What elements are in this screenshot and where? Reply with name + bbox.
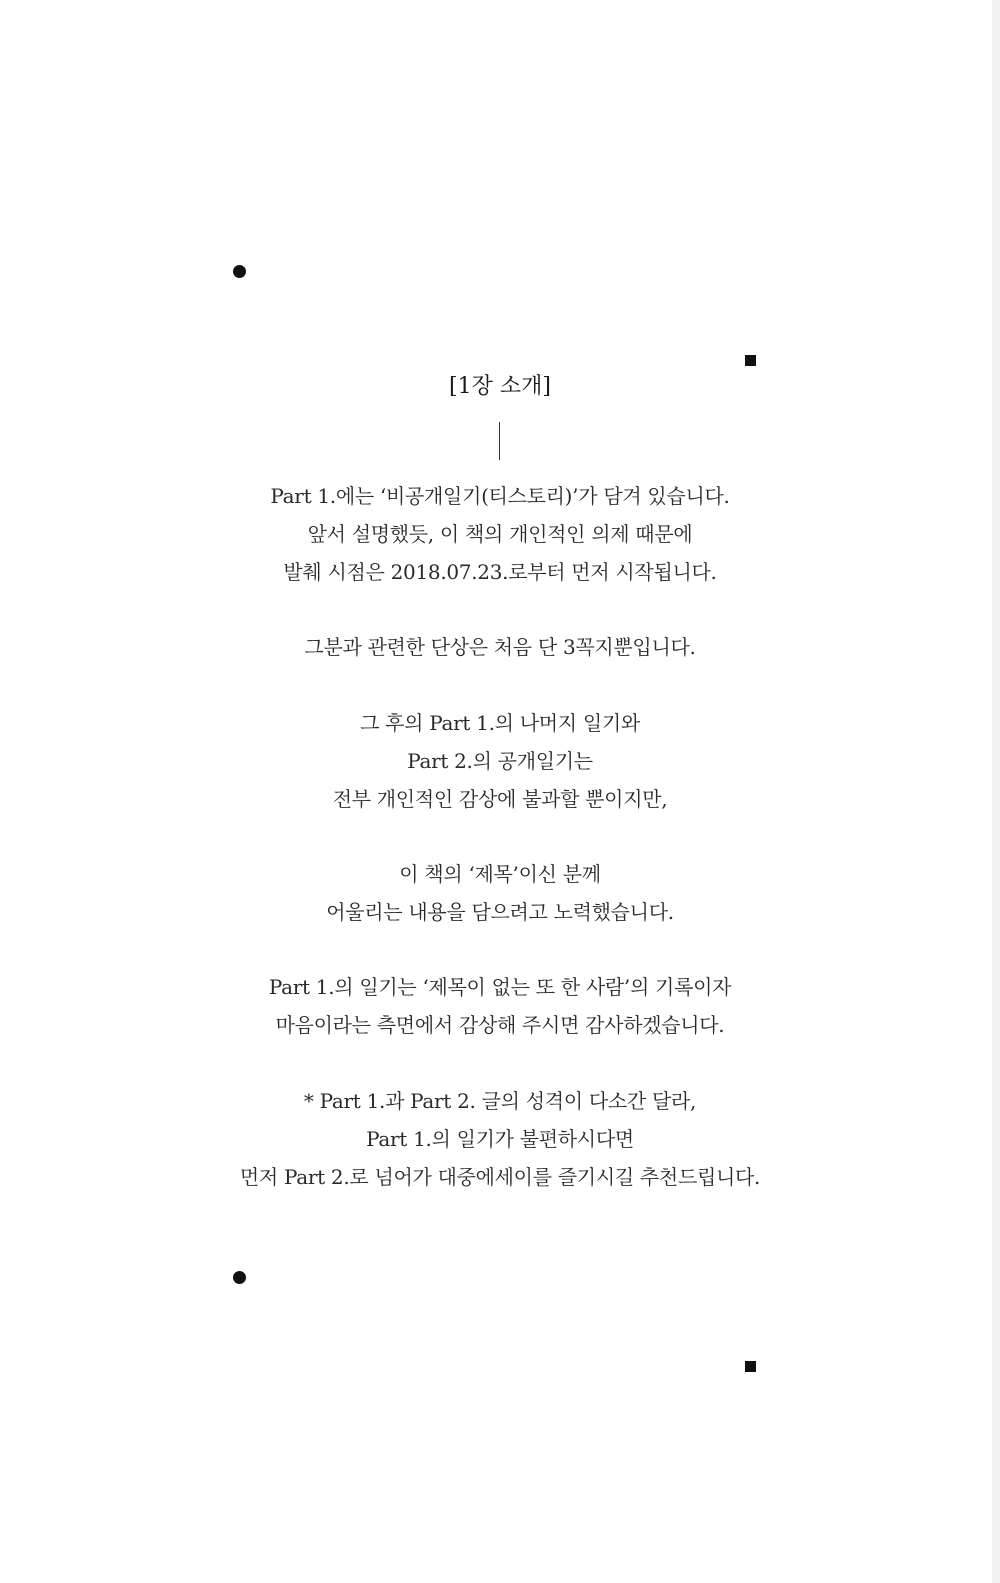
chapter-title: [1장 소개] <box>449 374 551 399</box>
text-line: Part 2.의 공개일기는 <box>407 749 593 773</box>
text-line: 그분과 관련한 단상은 처음 단 3꼭지뿐입니다. <box>304 635 696 659</box>
text-line: 이 책의 ‘제목’이신 분께 <box>399 862 601 886</box>
text-line: 전부 개인적인 감상에 불과할 뿐이지만, <box>332 787 668 811</box>
square-marker-top <box>745 355 756 366</box>
text-line: * Part 1.과 Part 2. 글의 성격이 다소간 달라, <box>303 1089 697 1113</box>
text-line: Part 1.에는 ‘비공개일기(티스토리)’가 담겨 있습니다. <box>270 484 730 508</box>
text-line: 마음이라는 측면에서 감상해 주시면 감사하겠습니다. <box>275 1013 725 1037</box>
text-line: 그 후의 Part 1.의 나머지 일기와 <box>360 711 640 735</box>
text-line: 발췌 시점은 2018.07.23.로부터 먼저 시작됩니다. <box>283 560 717 584</box>
text-line: 어울리는 내용을 담으려고 노력했습니다. <box>326 900 674 924</box>
text-line: Part 1.의 일기가 불편하시다면 <box>366 1127 634 1151</box>
square-marker-bottom <box>745 1361 756 1372</box>
text-line: Part 1.의 일기는 ‘제목이 없는 또 한 사람’의 기록이자 <box>268 975 732 999</box>
text-line: 먼저 Part 2.로 넘어가 대중에세이를 즐기시길 추천드립니다. <box>239 1165 761 1189</box>
bullet-dot-bottom <box>233 1271 246 1284</box>
bullet-dot-top <box>233 265 246 278</box>
title-divider <box>499 422 500 460</box>
text-line: 앞서 설명했듯, 이 책의 개인적인 의제 때문에 <box>307 522 693 546</box>
